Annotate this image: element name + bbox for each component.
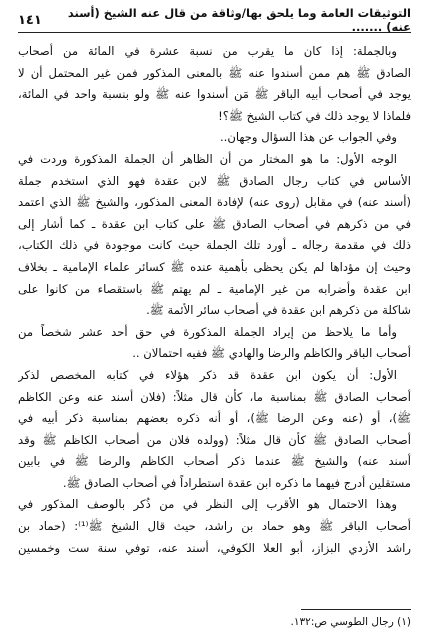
text-line: شاكلة من ذكرهم ابن عقدة في أصحاب سائر الأئمة ﷺ. xyxy=(146,303,411,318)
text-line: الأساس في كتاب رجال الصادق ﷺ لابن عقدة فهو الذي استخدم جملة xyxy=(18,173,411,188)
text-line: أصحاب الباقر ﷺ وهو حماد بن راشد، حيث قال الشيخ ﷺ⁽¹⁾: (حماد بن xyxy=(18,519,411,534)
text-line: راشد الأزدي البزاز، أبو العلا الكوفي، أسند عنه، توفي سنة ست وخمسين xyxy=(18,540,411,555)
text-line: أصحاب الباقر والكاظم والرضا والهادي ﷺ ففيه احتمالان .. xyxy=(132,346,411,361)
text-line: فلماذا لا يوجد ذلك في كتاب الشيخ ﷺ؟! xyxy=(218,108,411,123)
text-line: وحيث إن مؤداها لم يكن يحظى بأهمية عنده ﷺ كسائر علماء الإمامية ـ بخلاف xyxy=(18,259,411,274)
text-line: وأما ما يلاحظ من إيراد الجملة المذكورة في حق أحد عشر شخصاً من xyxy=(18,324,397,339)
text-line: وفي الجواب عن هذا السؤال وجهان.. xyxy=(219,130,397,145)
page-number: ١٤١ xyxy=(18,12,42,28)
text-line: ﷺ)، أو (عنه وعن الرضا ﷺ)، أو أنه ذكره بعضهم بمناسبة ذكر أبيه في xyxy=(18,411,411,426)
text-line: (أسند عنه) في مقابل (روى عنه) لإفادة المعنى المذكور، والشيخ ﷺ الذي اعتمد xyxy=(18,195,411,210)
text-line: وبالجملة: إذا كان ما يقرب من نسبة عشرة في المائة من أصحاب xyxy=(18,44,397,58)
footnote: (١) رجال الطوسي ص:١٣٢. xyxy=(290,616,411,628)
text-line: وهذا الاحتمال هو الأقرب إلى النظر في من ذُكر بالوصف المذكور في xyxy=(18,497,397,512)
text-line: أسند عنه) والشيخ ﷺ عندما ذكر أصحاب الكاظم والرضا ﷺ في بابين xyxy=(18,454,411,469)
text-line: ابن عقدة وأضرابه من غير الإمامية ـ لم يهتم ﷺ باستقصاء من كانوا على xyxy=(18,281,411,296)
text-line: يوجد في أصحاب أبيه الباقر ﷺ مَن أسندوا عنه ﷺ ولو بنسبة واحد في المائة، xyxy=(18,87,411,102)
text-line: ذلك في مقدمة رجاله ـ أورد تلك الجملة حيث كانت موجودة في ذلك الكتاب، xyxy=(18,238,411,253)
text-line: أصحاب الصادق ﷺ كأن قال مثلاً: (وولده فلان من أصحاب الكاظم ﷺ وقد xyxy=(18,432,411,447)
page-body xyxy=(18,41,411,559)
text-line: الوجه الأول: ما هو المختار من أن الظاهر أن الجملة المذكورة وردت في xyxy=(18,151,397,166)
text-line: الصادق ﷺ هم ممن أسندوا عنه ﷺ بالمعنى المذكور فمن غير المحتمل أن لا xyxy=(18,65,411,80)
text-line: مستقلين أدرج فيهما ما ذكره ابن عقدة استطراداً في أصحاب الصادق ﷺ. xyxy=(62,475,411,490)
text-line: أصحاب الصادق ﷺ بمناسبة ما، كأن قال مثلاً: (فلان أسند عنه وعن الكاظم xyxy=(18,389,411,404)
page-header xyxy=(18,6,411,34)
text-line: في من ذكرهم في أصحاب الصادق ﷺ على كتاب ابن عقدة ـ كما أشار إلى xyxy=(18,216,411,231)
running-title: التوثيقات العامة وما يلحق بها/وثاقة من قال عنه الشيخ (أسند عنه) ....... xyxy=(67,6,411,34)
footnote-divider xyxy=(301,609,411,610)
text-line: الأول: أن يكون ابن عقدة قد ذكر هؤلاء في كتابه المخصص لذكر xyxy=(18,367,397,382)
